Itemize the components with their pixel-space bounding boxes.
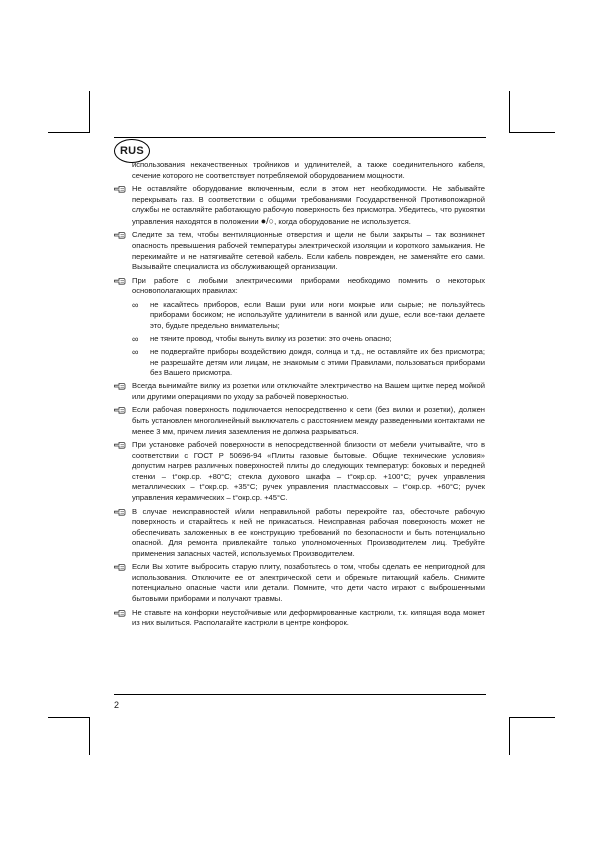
- safety-item: [114, 405, 485, 437]
- page-content: [114, 160, 485, 632]
- safety-item: [114, 608, 485, 629]
- pointing-hand-icon: [114, 441, 126, 449]
- item-text: Не ставьте на конфорки неустойчивые или деформированные кастрюли, т.к. кипящая вода может из них вылиться. Располагайте кастрюли в центре конфорок.: [132, 607, 485, 628]
- crop-mark: [509, 132, 555, 133]
- sub-item-text: не тяните провод, чтобы вынуть вилку из розетки: это очень опасно;: [150, 334, 392, 344]
- footer-rule: [114, 694, 486, 695]
- item-text: Следите за тем, чтобы вентиляционные отверстия и щели не были закрыты – так возникнет опасность превышения рабочей температуры электрической изоляции и короткого замыкания. Не перекимайте и не натягивайте сетевой кабель. Если кабель поврежден, не заменяйте его сами. Вызывайте специалиста из обслуживающей организации.: [132, 230, 485, 272]
- crop-mark: [89, 717, 90, 755]
- pointing-hand-icon: [114, 382, 126, 390]
- safety-item: [114, 184, 485, 227]
- page-number: 2: [114, 700, 120, 710]
- pointing-hand-icon: [114, 609, 126, 617]
- item-text: Если Вы хотите выбросить старую плиту, позаботьтесь о том, чтобы сделать ее непригодной для использования. Отключите ее от электрической сети и обрежьте питающий кабель. Снимите потенциально опасные части или детали. Помните, что дети часто играют с выброшенными бытовыми приборами и получают травмы.: [132, 562, 485, 604]
- safety-item: [114, 276, 485, 297]
- sub-item-text: не подвергайте приборы воздействию дождя, солнца и т.д., не оставляйте их без присмотра; не разрешайте детям или лицам, не знакомым с этими Правилами, пользоваться приборами без Вашего присмотра.: [150, 347, 485, 378]
- item-text: Если рабочая поверхность подключается непосредственно к сети (без вилки и розетки), должен быть установлен многолинейный выключатель с расстоянием между разведенными контактами не менее 3 мм, причем линия заземления не должна разрываться.: [132, 405, 485, 436]
- language-badge: RUS: [114, 139, 150, 163]
- crop-mark: [48, 717, 89, 718]
- item-text: Всегда вынимайте вилку из розетки или отключайте электричество на Вашем щитке перед мойкой или другими операциями по уходу за рабочей поверхностью.: [132, 381, 485, 401]
- item-text-part: Не оставляйте оборудование включенным, если в этом нет необходимости. Не забывайте перекрывать газ. В соответствии с общими требованиями Государственной Противопожарной службы не оставляйте работающую рабочую поверхность без присмотра. Убедитесь, что рукоятки управления находятся в положении: [132, 184, 485, 226]
- pointing-hand-icon: [114, 185, 126, 193]
- pointing-hand-icon: [114, 508, 126, 516]
- item-text: При установке рабочей поверхности в непосредственной близости от мебели учитывайте, что в соответствии с ГОСТ Р 50696-94 «Плиты газовые бытовые. Общие технические условия» допустим нагрев различных поверхностей плиты до следующих температур: боковых и передней стенки – t°окр.ср. +80°С; стекла духового шкафа – t°окр.ср. +100°С; ручек управления металлических – t°окр.ср. +35°С; ручек управления пластмассовых – t°окр.ср. +60°С; ручек управления керамических – t°окр.ср. +45°С.: [132, 440, 485, 502]
- pointing-hand-icon: [114, 231, 126, 239]
- sub-item: [114, 334, 485, 345]
- crop-mark: [89, 91, 90, 133]
- crop-mark: [509, 91, 510, 133]
- safety-item: [114, 507, 485, 560]
- infinity-icon: ∞: [132, 299, 139, 310]
- crop-mark: [509, 717, 555, 718]
- item-text: При работе с любыми электрическими приборами необходимо помнить о некоторых основополагающих правилах:: [132, 275, 485, 296]
- item-text: В случае неисправностей и/или неправильной работы перекройте газ, обесточьте рабочую поверхность и старайтесь к ней не прикасаться. Неисправная рабочая поверхность может не обеспечивать заложенных в ее конструкцию требований по безопасности и быть потенциально опасной. Для ремонта привлекайте только уполномоченных Производителем лиц. Требуйте применения запасных частей, используемых Производителем.: [132, 506, 485, 558]
- pointing-hand-icon: [114, 277, 126, 285]
- safety-item: [114, 230, 485, 272]
- infinity-icon: ∞: [132, 334, 139, 345]
- sub-item: [114, 347, 485, 379]
- pointing-hand-icon: [114, 563, 126, 571]
- safety-item: [114, 440, 485, 503]
- intro-text: использования некачественных тройников и удлинителей, а также соединительного кабеля, сечение которого не соответствует потребляемой оборудованием мощности.: [132, 160, 485, 180]
- infinity-icon: ∞: [132, 347, 139, 358]
- item-text-part: , когда оборудование не используется.: [274, 216, 411, 226]
- intro-paragraph: [114, 160, 485, 181]
- item-text: [132, 184, 485, 227]
- pointing-hand-icon: [114, 406, 126, 414]
- header-rule: [114, 137, 486, 138]
- crop-mark: [509, 717, 510, 755]
- sub-item: [114, 300, 485, 332]
- on-off-symbol: ●/○: [260, 215, 275, 226]
- crop-mark: [48, 132, 89, 133]
- safety-item: [114, 381, 485, 402]
- safety-item: [114, 562, 485, 604]
- sub-item-text: не касайтесь приборов, если Ваши руки или ноги мокрые или сырые; не пользуйтесь приборами босиком; не используйте удлинители в ванной или душе, если все-таки делаете это, будьте предельно внимательны;: [150, 299, 485, 331]
